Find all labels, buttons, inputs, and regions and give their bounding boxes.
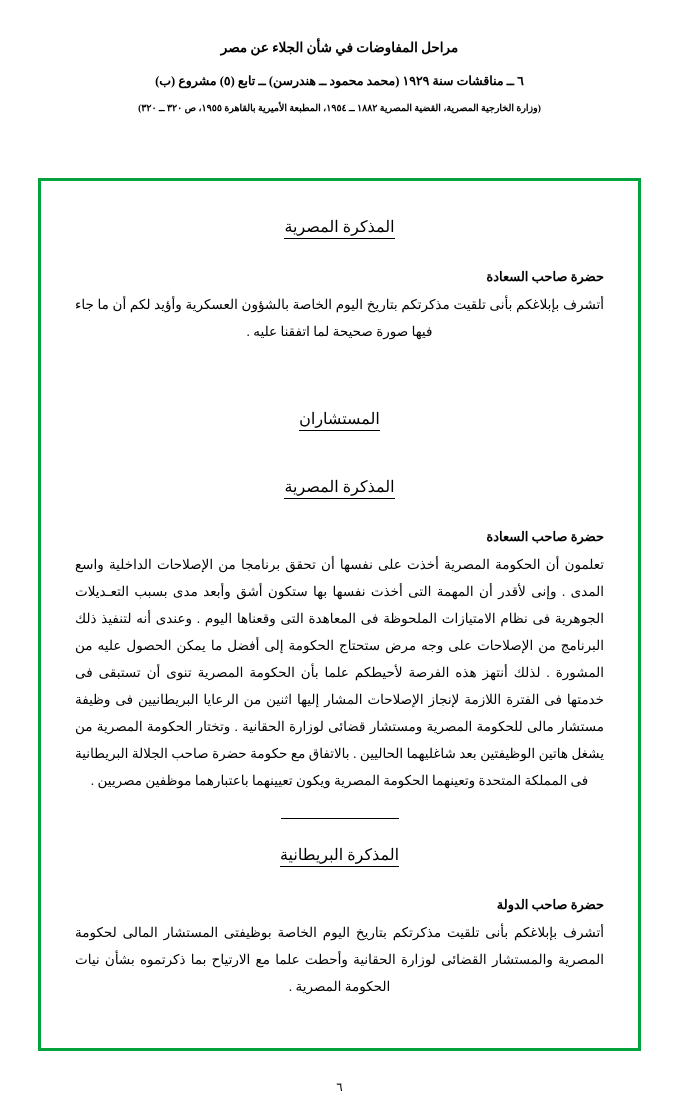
header-title: مراحل المفاوضات في شأن الجلاء عن مصر: [220, 40, 459, 55]
green-bordered-content-frame: [38, 178, 641, 1051]
document-header: [0, 40, 679, 114]
memo-egyptian-second-paragraph: تعلمون أن الحكومة المصرية أخذت على نفسها أن تحقق برنامجا من الإصلاحات الداخلية واسع المدى . وإنى لأقدر أن المهمة التى أخذت نفسها بها ستكون أشق وأبعد مدى بسبب التعـديلات الجوهرية فى نظام الامتيازات الملحوظة فى المعاهدة التى وقعناها اليوم . وعندى أنه لتنفيذ ذلك البرنامج من الإصلاحات على وجه مرض ستحتاج الحكومة إلى أفضل ما يمكن الحصول عليه من المشورة . لذلك أنتهز هذه الفرصة لأحيطكم علما بأن الحكومة المصرية تنوى أن تستبقى فى خدمتها فى الفترة اللازمة لإنجاز الإصلاحات المشار إليها اثنين من الرعايا البريطانيين فى وظيفة مستشار مالى للحكومة المصرية ومستشار قضائى لوزارة الحقانية . وتختار الحكومة المصرية من يشغل هاتين الوظيفتين بعد شاغليهما الحاليين . بالاتفاق مع حكومة حضرة صاحب الجلالة البريطانية فى المملكة المتحدة وتعينهما الحكومة المصرية ويكون تعيينهما باعتبارهما موظفين مصريين .: [75, 557, 604, 788]
memo-egyptian-first-title-text: المذكرة المصرية: [284, 217, 394, 239]
memo-egyptian-first-salutation: حضرة صاحب السعادة: [486, 269, 604, 284]
memo-egyptian-second-title-text: المذكرة المصرية: [284, 477, 394, 499]
memo-egyptian-second-salutation: حضرة صاحب السعادة: [486, 529, 604, 544]
spacer-before-second-memo: [75, 431, 604, 477]
memo-british-title: [75, 845, 604, 867]
signature-advisors: [75, 409, 604, 431]
spacer-before-british-memo: [75, 819, 604, 845]
document-body: [41, 181, 638, 1014]
memo-british-salutation: حضرة صاحب الدولة: [496, 897, 604, 912]
page-number: ٦: [336, 1080, 343, 1094]
header-source-citation: (وزارة الخارجية المصرية، القضية المصرية ١٨٨٢ ــ ١٩٥٤، المطبعة الأميرية بالقاهرة ١٩٥٥، ص ٣٢٠ ــ ٣٢٠): [138, 104, 541, 114]
signature-advisors-text: المستشاران: [299, 409, 380, 431]
document-page: [0, 40, 679, 1101]
memo-egyptian-first-title: [75, 217, 604, 239]
memo-egyptian-first-paragraph: أتشرف بإبلاغكم بأنى تلقيت مذكرتكم بتاريخ اليوم الخاصة بالشؤون العسكرية وأؤيد لكم أن ما جاء فيها صورة صحيحة لما اتفقنا عليه .: [75, 297, 604, 339]
header-subtitle: ٦ ــ مناقشات سنة ١٩٢٩ (محمد محمود ــ هندرسن) ــ تابع (٥) مشروع (ب): [155, 74, 524, 88]
memo-british-paragraph: أتشرف بإبلاغكم بأنى تلقيت مذكرتكم بتاريخ اليوم الخاصة بوظيفتى المستشار المالى لحكومة المصرية والمستشار القضائى لوزارة الحقانية وأحطت علما مع الارتياح بما ذكرتموه بشأن نيات الحكومة المصرية .: [75, 925, 604, 994]
memo-british-title-text: المذكرة البريطانية: [280, 845, 399, 867]
memo-egyptian-second-title: [75, 477, 604, 499]
spacer-after-first-memo: [75, 349, 604, 409]
